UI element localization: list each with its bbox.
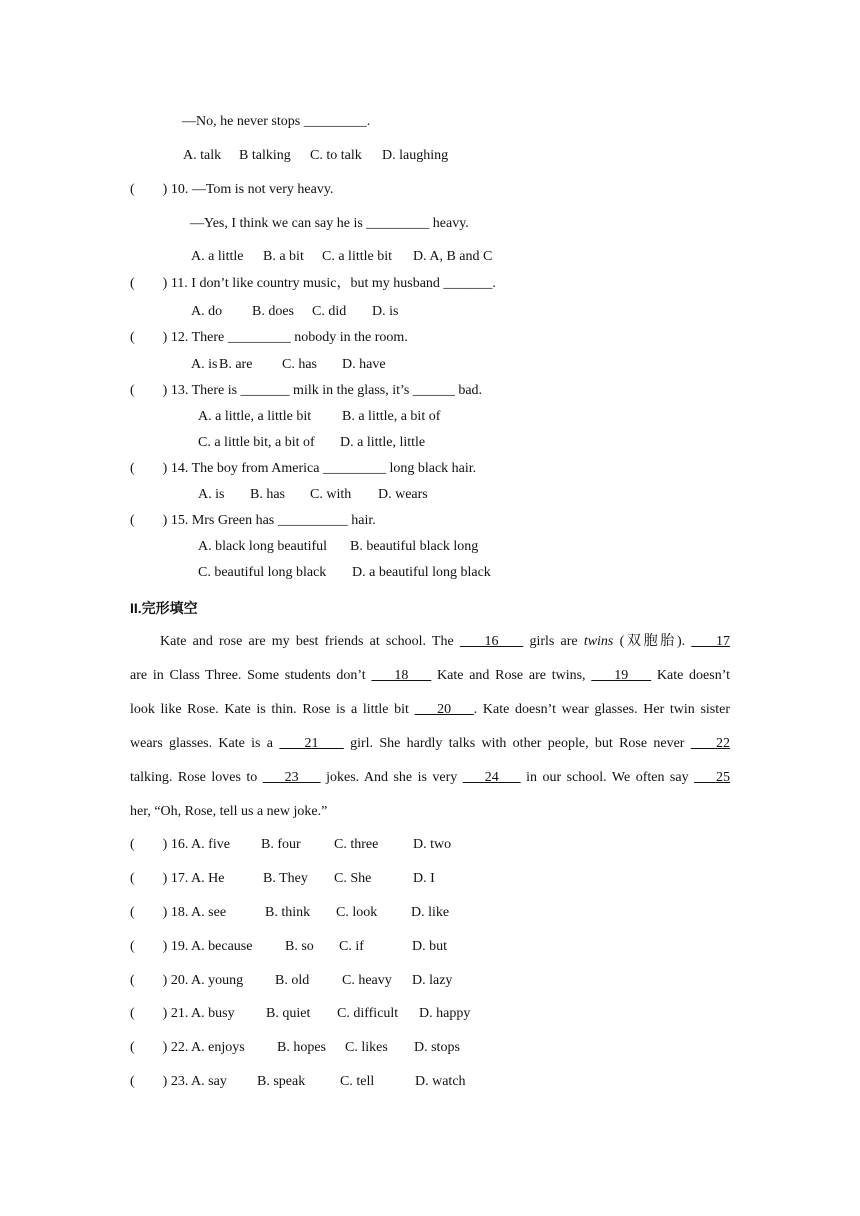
cloze-q16-d: D. two [413, 837, 452, 852]
q10-line2: —Yes, I think we can say he is _________ heavy. [190, 216, 469, 231]
cloze-q18-a: ( ) 18. A. see [130, 905, 227, 920]
q10-option-b: B. a bit [263, 249, 304, 264]
passage-text: wears glasses. Kate is a [130, 736, 280, 751]
cloze-q19-b: B. so [285, 939, 314, 954]
q14-options [198, 486, 428, 504]
q13-option-d: D. a little, little [340, 435, 426, 450]
q9-option-c: C. to talk [310, 148, 362, 163]
q12-options [191, 356, 386, 374]
q11-question: ( ) 11. I don’t like country music，but my husband _______. [130, 276, 496, 291]
cloze-q21-a: ( ) 21. A. busy [130, 1006, 235, 1021]
cloze-q23-d: D. watch [415, 1074, 466, 1089]
cloze-q22 [130, 1039, 460, 1057]
cloze-q21-c: C. difficult [337, 1006, 399, 1021]
q11-option-d: D. is [372, 304, 399, 319]
cloze-q19-d: D. but [412, 939, 447, 954]
q14-option-a: A. is [198, 487, 225, 502]
q15-option-b: B. beautiful black long [350, 539, 479, 554]
cloze-q21 [130, 1005, 470, 1023]
cloze-q21-b: B. quiet [266, 1006, 311, 1021]
blank-20: 20 [414, 702, 474, 717]
cloze-q19 [130, 938, 447, 956]
q9-line2: —No, he never stops _________. [182, 114, 371, 129]
blank-22: 22 [690, 736, 731, 751]
q14-question: ( ) 14. The boy from America _________ long black hair. [130, 461, 477, 476]
q12-option-a: A. is [191, 357, 218, 372]
passage-text: Kate and rose are my best friends at school. The [160, 634, 460, 649]
q15-option-d: D. a beautiful long black [352, 565, 491, 580]
cloze-q23 [130, 1073, 466, 1091]
passage-line-4 [130, 735, 730, 753]
cloze-q22-c: C. likes [345, 1040, 388, 1055]
passage-text: look like Rose. Kate is thin. Rose is a little bit [130, 702, 415, 717]
q13-options-row2 [198, 434, 425, 452]
cloze-q17-a: ( ) 17. A. He [130, 871, 225, 886]
passage-line-2 [130, 667, 730, 685]
blank-17: 17 [691, 634, 731, 649]
cloze-q20-c: C. heavy [342, 973, 392, 988]
cloze-q16-b: B. four [261, 837, 301, 852]
q9-option-b: B talking [239, 148, 291, 163]
q15-options-row1 [198, 538, 478, 556]
passage-text: Kate doesn’t [651, 668, 731, 683]
q9-option-a: A. talk [183, 148, 222, 163]
cloze-q17-d: D. I [413, 871, 435, 886]
blank-18: 18 [371, 668, 432, 683]
q14-option-d: D. wears [378, 487, 428, 502]
q14-option-b: B. has [250, 487, 285, 502]
blank-25: 25 [694, 770, 731, 785]
passage-line-5 [130, 769, 730, 787]
cloze-q23-b: B. speak [257, 1074, 306, 1089]
cloze-q16 [130, 836, 451, 854]
passage-text: . Kate doesn’t wear glasses. Her twin sister [473, 702, 731, 717]
q11-option-b: B. does [252, 304, 294, 319]
cloze-q20 [130, 972, 452, 990]
q13-option-a: A. a little, a little bit [198, 409, 312, 424]
passage-text: jokes. And she is very [320, 770, 463, 785]
cloze-q17 [130, 870, 435, 888]
passage-line-3 [130, 701, 730, 719]
q15-question: ( ) 15. Mrs Green has __________ hair. [130, 513, 376, 528]
q13-question: ( ) 13. There is _______ milk in the glass, it’s ______ bad. [130, 383, 483, 398]
cloze-q17-c: C. She [334, 871, 372, 886]
cloze-q18-d: D. like [411, 905, 450, 920]
cloze-q19-a: ( ) 19. A. because [130, 939, 253, 954]
cloze-q23-a: ( ) 23. A. say [130, 1074, 227, 1089]
q12-option-b: B. are [219, 357, 253, 372]
cloze-q18-c: C. look [336, 905, 378, 920]
blank-23: 23 [262, 770, 321, 785]
blank-16: 16 [459, 634, 524, 649]
q15-option-a: A. black long beautiful [198, 539, 328, 554]
q10-option-c: C. a little bit [322, 249, 392, 264]
q12-option-c: C. has [282, 357, 317, 372]
q9-option-d: D. laughing [382, 148, 449, 163]
q10-question: ( ) 10. —Tom is not very heavy. [130, 182, 334, 197]
cloze-q16-a: ( ) 16. A. five [130, 837, 230, 852]
q10-option-d: D. A, B and C [413, 249, 493, 264]
cloze-q17-b: B. They [263, 871, 308, 886]
cloze-q21-d: D. happy [419, 1006, 471, 1021]
q15-options-row2 [198, 564, 491, 582]
q13-options-row1 [198, 408, 440, 426]
q12-question: ( ) 12. There _________ nobody in the room. [130, 330, 408, 345]
cloze-q20-b: B. old [275, 973, 310, 988]
passage-line-1 [160, 633, 730, 651]
passage-text: girl. She hardly talks with other people, but Rose never [343, 736, 691, 751]
passage-text: Kate and Rose are twins, [431, 668, 592, 683]
passage-line-6: her, “Oh, Rose, tell us a new joke.” [130, 804, 328, 819]
blank-19: 19 [591, 668, 652, 683]
passage-italic: twins [583, 634, 614, 649]
q11-options [191, 303, 398, 321]
cloze-q22-d: D. stops [414, 1040, 460, 1055]
passage-text: (双胞胎). [613, 634, 692, 649]
cloze-q20-d: D. lazy [412, 973, 453, 988]
blank-24: 24 [462, 770, 521, 785]
q14-option-c: C. with [310, 487, 352, 502]
cloze-q22-a: ( ) 22. A. enjoys [130, 1040, 245, 1055]
q10-options [191, 248, 492, 266]
cloze-q16-c: C. three [334, 837, 379, 852]
cloze-q18 [130, 904, 449, 922]
q12-option-d: D. have [342, 357, 386, 372]
passage-text: are in Class Three. Some students don’t [130, 668, 372, 683]
cloze-q19-c: C. if [339, 939, 364, 954]
q11-option-a: A. do [191, 304, 223, 319]
q13-option-c: C. a little bit, a bit of [198, 435, 315, 450]
passage-text: talking. Rose loves to [130, 770, 263, 785]
passage-text: in our school. We often say [520, 770, 695, 785]
q11-option-c: C. did [312, 304, 347, 319]
cloze-q23-c: C. tell [340, 1074, 375, 1089]
cloze-q20-a: ( ) 20. A. young [130, 973, 244, 988]
cloze-q18-b: B. think [265, 905, 311, 920]
section-heading: II.完形填空 [130, 600, 198, 616]
blank-21: 21 [279, 736, 344, 751]
passage-text: girls are [523, 634, 584, 649]
q9-options [183, 147, 448, 165]
q13-option-b: B. a little, a bit of [342, 409, 441, 424]
q15-option-c: C. beautiful long black [198, 565, 327, 580]
q10-option-a: A. a little [191, 249, 244, 264]
cloze-q22-b: B. hopes [277, 1040, 326, 1055]
